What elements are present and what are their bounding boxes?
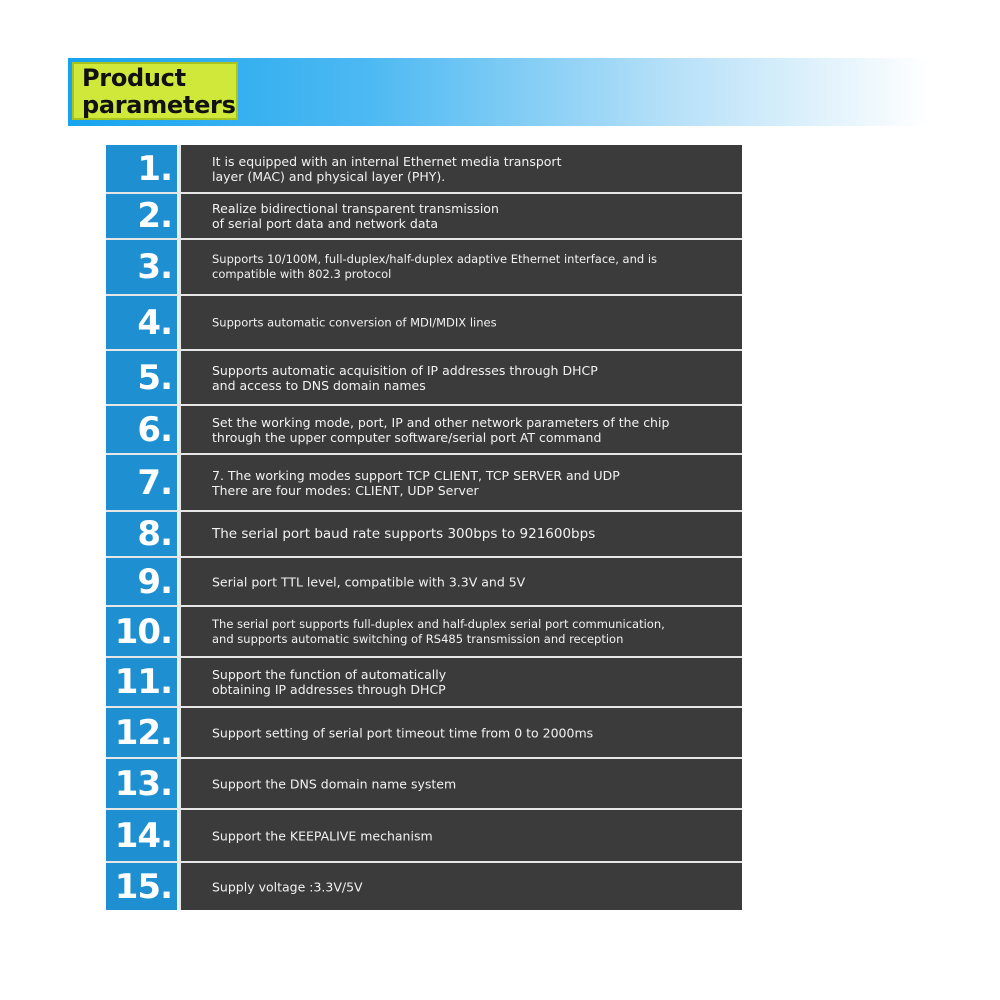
parameter-number: 14.: [114, 815, 172, 856]
parameter-number: 8.: [137, 514, 172, 554]
parameter-row-7: [106, 455, 742, 510]
parameter-row-3: [106, 240, 742, 294]
parameter-text: Support setting of serial port timeout time from 0 to 2000ms: [212, 725, 594, 740]
parameter-text: Supports automatic acquisition of IP addresses through DHCP and access to DNS domain names: [212, 362, 598, 393]
parameter-row-5: [106, 351, 742, 404]
parameter-text: Support the KEEPALIVE mechanism: [212, 828, 433, 843]
parameter-number: 9.: [137, 561, 172, 602]
parameters-table: [106, 145, 742, 910]
parameter-text-cell: [181, 863, 742, 910]
parameter-number: 12.: [114, 712, 172, 753]
parameter-number-cell: [106, 512, 179, 556]
parameter-text: Support the function of automatically obtaining IP addresses through DHCP: [212, 667, 447, 697]
parameter-text-cell: [181, 658, 742, 706]
parameter-row-2: [106, 194, 742, 238]
parameter-text: Set the working mode, port, IP and other network parameters of the chip through the upper computer software/serial port AT command: [212, 414, 670, 445]
parameter-number-cell: [106, 240, 179, 294]
parameter-text-cell: [181, 455, 742, 510]
parameter-text-cell: [181, 240, 742, 294]
parameter-number-cell: [106, 558, 179, 605]
parameter-text: Supports automatic conversion of MDI/MDIX lines: [212, 315, 497, 329]
parameter-number: 15.: [114, 866, 172, 907]
parameter-number: 2.: [137, 196, 172, 236]
parameter-number-cell: [106, 810, 179, 861]
parameter-number-cell: [106, 708, 179, 757]
parameter-text: It is equipped with an internal Ethernet media transport layer (MAC) and physical layer (PHY).: [212, 153, 562, 184]
parameter-number-cell: [106, 607, 179, 656]
parameter-text-cell: [181, 810, 742, 861]
parameter-number: 7.: [137, 462, 172, 503]
parameter-text: Serial port TTL level, compatible with 3.3V and 5V: [212, 574, 526, 589]
parameter-number-cell: [106, 863, 179, 910]
parameter-text-cell: [181, 512, 742, 556]
parameter-row-6: [106, 406, 742, 453]
parameter-number-cell: [106, 658, 179, 706]
parameter-text: Support the DNS domain name system: [212, 776, 457, 791]
parameter-row-13: [106, 759, 742, 808]
parameter-number-cell: [106, 296, 179, 349]
parameter-number: 5.: [137, 357, 172, 398]
parameter-row-15: [106, 863, 742, 910]
parameter-text-cell: [181, 194, 742, 238]
parameter-number: 3.: [137, 247, 172, 287]
parameter-text-cell: [181, 708, 742, 757]
parameter-number: 4.: [137, 302, 172, 343]
parameter-number-cell: [106, 759, 179, 808]
parameter-text-cell: [181, 759, 742, 808]
parameter-text: The serial port supports full-duplex and half-duplex serial port communication, and supports automatic switching of RS485 transmission and reception: [212, 616, 665, 646]
parameter-number-cell: [106, 351, 179, 404]
parameter-text: 7. The working modes support TCP CLIENT, TCP SERVER and UDP There are four modes: CLIENT, UDP Server: [212, 467, 620, 498]
parameter-text-cell: [181, 145, 742, 192]
parameter-number: 1.: [137, 148, 172, 189]
parameter-row-10: [106, 607, 742, 656]
parameter-text-cell: [181, 406, 742, 453]
parameter-number: 11.: [114, 662, 172, 702]
parameter-text-cell: [181, 607, 742, 656]
parameter-number: 10.: [114, 611, 172, 652]
parameter-row-4: [106, 296, 742, 349]
parameter-text-cell: [181, 558, 742, 605]
parameter-text-cell: [181, 351, 742, 404]
parameter-number: 13.: [114, 763, 172, 804]
parameter-number: 6.: [137, 409, 172, 450]
parameter-text-cell: [181, 296, 742, 349]
parameter-number-cell: [106, 194, 179, 238]
parameter-row-1: [106, 145, 742, 192]
page-title: Product parameters: [72, 62, 238, 120]
parameter-number-cell: [106, 406, 179, 453]
parameter-row-14: [106, 810, 742, 861]
parameter-row-8: [106, 512, 742, 556]
parameter-text: The serial port baud rate supports 300bps to 921600bps: [212, 526, 596, 542]
parameter-row-11: [106, 658, 742, 706]
parameter-row-9: [106, 558, 742, 605]
parameter-text: Supply voltage :3.3V/5V: [212, 879, 363, 894]
parameter-text: Realize bidirectional transparent transmission of serial port data and network data: [212, 201, 499, 231]
parameter-number-cell: [106, 455, 179, 510]
parameter-row-12: [106, 708, 742, 757]
parameter-number-cell: [106, 145, 179, 192]
parameter-text: Supports 10/100M, full-duplex/half-duplex adaptive Ethernet interface, and is compatible with 802.3 protocol: [212, 252, 658, 281]
